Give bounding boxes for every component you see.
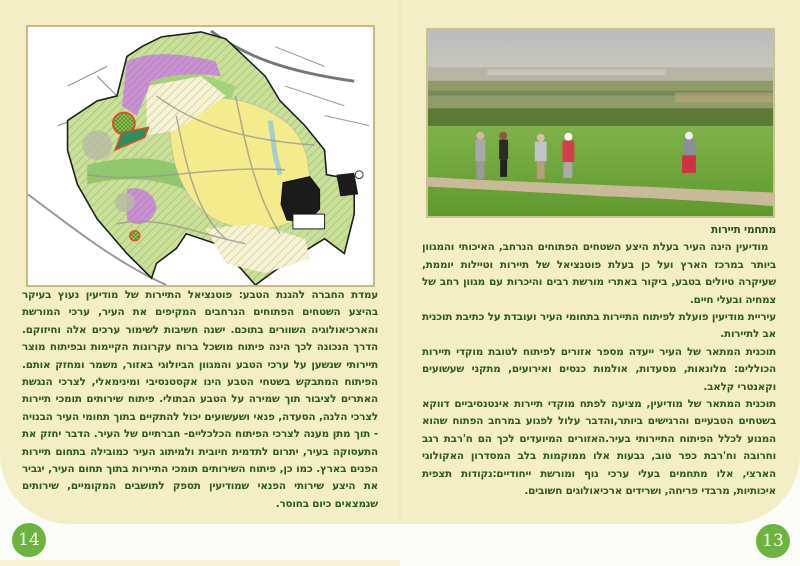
bottom-edge: [0, 560, 400, 566]
hikers-photo-illustration: [428, 30, 773, 216]
page-gutter: [399, 0, 401, 524]
hikers-photo: [426, 28, 775, 218]
page-number-left: 14: [12, 523, 46, 557]
right-paragraph-1: מודיעין הינה העיר בעלת היצע השטחים הפתוחים הנרחב, האיכותי והמגוון ביותר במרכז הארץ ועל כן בעלת פוטנציאל של תיירות וטיילות יוממת, שעיקרה טיולים בטבע, ביקור באתרי מורשת רבים והיכרות עם מגוון רחב של צמחיה ובעלי חיים.: [422, 241, 776, 306]
page-number-right: 13: [756, 524, 790, 558]
zoning-map-figure: [26, 25, 375, 287]
section-heading: מתחמי תיירות: [711, 224, 776, 236]
left-paragraph: עמדת החברה להגנת הטבע: פוטנציאל התיירות של מודיעין נעוץ בעיקר בהיצע השטחים הפתוחים הנרחבים המקיפים את העיר, ערכי המורשת והארכיאולוגיה השוורים בתוכם. ישנה חשיבות לשימור ערכים אלה וחיזוקם. הדרך הנכונה לכך הינה פיתוח מושכל ברוח עקרונות הקיימות ובפיתוח מוצר תיירותי שנשען על ערכי הטבע והמגוון הביולוגי באזור, משמר ומחזק אותם. הפיתוח המתבקש בשטחי הטבע הינו אקסטנסיבי ומינימאלי, לצרכי הנגשת האתרים לציבור תוך שמירה על הטבע הבתולי. פיתוח שירותים תומכי תיירות לצרכי הלנה, הסעדה, פנאי ושעשועים יכול להתקיים בתוך תחומי העיר הבנויה - תוך מתן מענה לצרכי הפיתוח הכלכליים- חברתיים של העיר. הדבר יחזק את התעסוקה בעיר, יתרום לתדמית חיובית ולמיתוג העיר כמובילה בתחום תיירות הפנים בארץ. כמו כן, פיתוח השירותים תומכי התיירות בתוך תחום העיר, יגביר את היצע שירותי הפנאי שמודיעין תספק לתושבים המקומיים, שירותים שנמצאים כיום בחוסר.: [22, 289, 378, 510]
map-illustration: [28, 27, 373, 285]
right-paragraph-2: עיריית מודיעין פועלת לפיתוח התיירות בתחומי העיר ועובדת על כתיבת תוכנית אב לתיירות.: [422, 311, 776, 341]
right-page-text: [422, 222, 776, 501]
left-page-text: [22, 287, 378, 513]
right-paragraph-3: תוכנית המתאר של העיר ייעדה מספר אזורים לפיתוח לטובת מוקדי תיירות הכוללים: מלונאות, מסעדות, אולמות כנסים ואירועים, מתקני שעשועים וקאנטרי קלאב.: [422, 345, 776, 393]
right-paragraph-4: תוכנית המתאר של מודיעין, מציעה לפתח מוקדי תיירות אינטנסיביים דווקא בשטחים הטבעיים והרגישים ביותר,והדבר עלול לפגוע במרחב הפתוח שהוא המנוע לכלל הפיתוח התיירותי בעיר.האזורים המיועדים לכך הם ח'רבת רגב וחרובה וח'רבת כפר טוב, גבעות אלו ממוקמות בלב המסדרון האקולוגי הארצי, אלו מתחמים בעלי ערכי נוף ומורשת ייחודיים:נקודות תצפית איכותיות, מרבדי פריחה, ושרידים ארכיאולוגים חשובים.: [422, 398, 776, 498]
